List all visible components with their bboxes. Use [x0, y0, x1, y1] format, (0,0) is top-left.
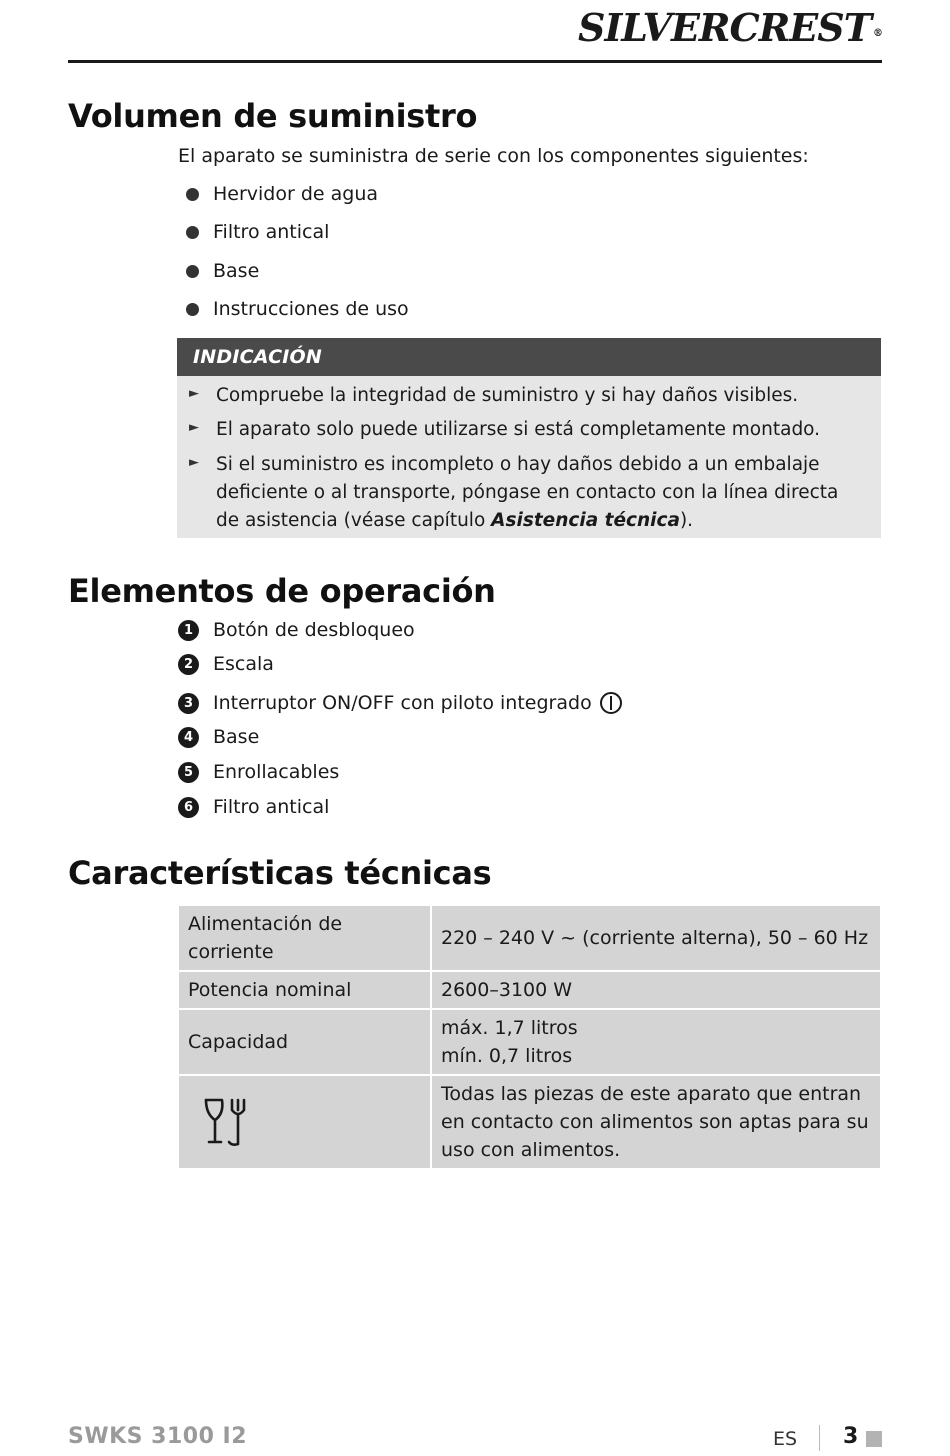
spec-label: Capacidad	[179, 1010, 430, 1074]
power-switch-icon	[600, 692, 622, 714]
number-badge: 1	[178, 620, 199, 641]
number-badge: 4	[178, 727, 199, 748]
list-item: 5 Enrollacables	[178, 759, 339, 785]
number-badge: 5	[178, 762, 199, 783]
section-title-controls: Elementos de operación	[68, 572, 496, 610]
number-badge: 2	[178, 654, 199, 675]
list-item: 6 Filtro antical	[178, 794, 329, 820]
bullet-dot-icon	[186, 265, 199, 278]
list-item: 4 Base	[178, 724, 259, 750]
footer-language: ES	[773, 1428, 798, 1450]
list-item: Base	[178, 258, 259, 284]
section-title-supply: Volumen de suministro	[68, 97, 478, 135]
list-item: Instrucciones de uso	[178, 296, 409, 322]
spec-icon-cell	[179, 1076, 430, 1168]
footer-model: SWKS 3100 I2	[68, 1424, 248, 1449]
section-title-specs: Características técnicas	[68, 854, 492, 892]
table-row	[179, 1076, 880, 1168]
list-item: 3 Interruptor ON/OFF con piloto integrado	[178, 690, 622, 716]
list-item: 1 Botón de desbloqueo	[178, 617, 415, 643]
supply-intro: El aparato se suministra de serie con los componentes siguientes:	[178, 145, 809, 167]
spec-value: máx. 1,7 litros mín. 0,7 litros	[432, 1010, 880, 1074]
table-row	[179, 906, 880, 970]
page-number: 3	[843, 1424, 859, 1449]
table-row	[179, 972, 880, 1008]
arrow-right-icon: ►	[189, 455, 199, 470]
food-safe-icon	[202, 1096, 250, 1148]
header-rule	[68, 60, 882, 63]
spec-label: Potencia nominal	[179, 972, 430, 1008]
spec-label: Alimentación de corriente	[179, 906, 430, 970]
list-item: 2 Escala	[178, 651, 274, 677]
number-badge: 6	[178, 797, 199, 818]
bullet-dot-icon	[186, 303, 199, 316]
number-badge: 3	[178, 693, 199, 714]
spec-value: 220 – 240 V ~ (corriente alterna), 50 – 60 Hz	[432, 906, 880, 970]
note-box	[177, 338, 881, 538]
note-heading: INDICACIÓN	[177, 338, 881, 376]
note-item: ► Compruebe la integridad de suministro y si hay daños visibles.	[189, 382, 866, 410]
table-row	[179, 1010, 880, 1074]
list-item: Hervidor de agua	[178, 181, 378, 207]
note-item: ► El aparato solo puede utilizarse si está completamente montado.	[189, 416, 866, 444]
spec-value: 2600–3100 W	[432, 972, 880, 1008]
chapter-reference: Asistencia técnica	[491, 510, 680, 531]
note-item: ► Si el suministro es incompleto o hay daños debido a un embalaje deficiente o al transporte, póngase en contacto con la línea directa de asistencia (véase capítulo Asistencia técnica).	[189, 451, 866, 535]
bullet-dot-icon	[186, 226, 199, 239]
bullet-dot-icon	[186, 188, 199, 201]
arrow-right-icon: ►	[189, 420, 199, 435]
arrow-right-icon: ►	[189, 386, 199, 401]
spec-table	[177, 904, 882, 1170]
list-item: Filtro antical	[178, 219, 329, 245]
spec-value: Todas las piezas de este aparato que entran en contacto con alimentos son aptas para su uso con alimentos.	[432, 1076, 880, 1168]
footer-square-icon	[866, 1431, 882, 1447]
brand-logo: SILVERCREST ®	[578, 5, 882, 50]
footer-divider	[819, 1425, 820, 1451]
